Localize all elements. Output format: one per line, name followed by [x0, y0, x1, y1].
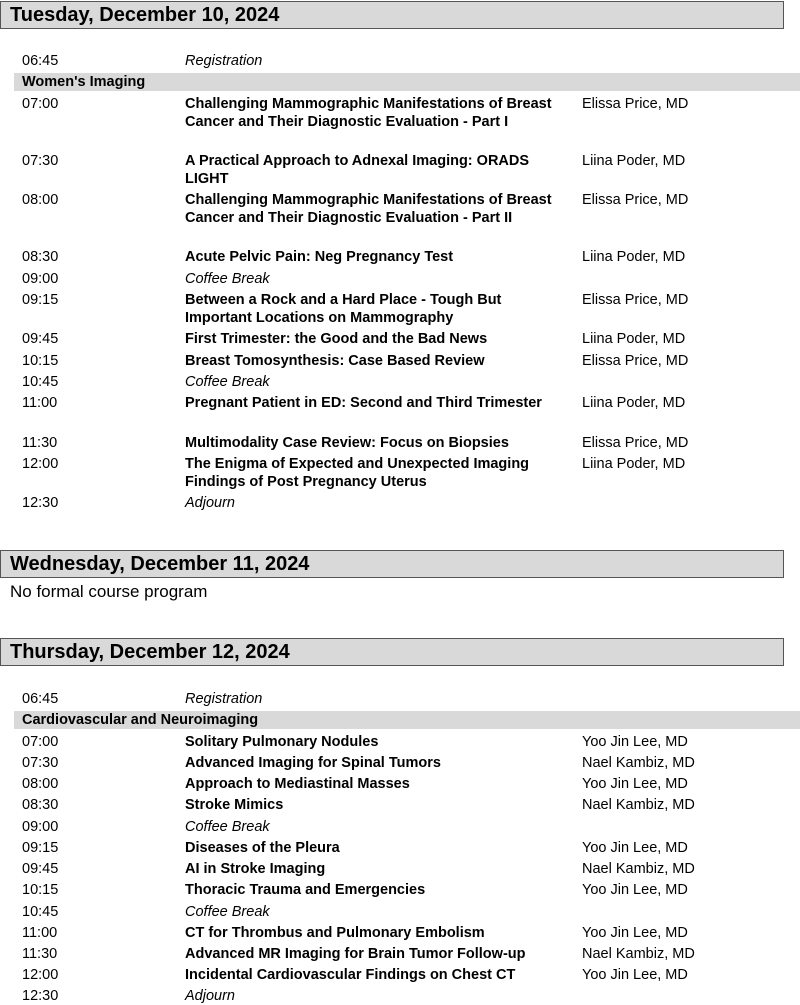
- time-cell: 11:00: [22, 925, 58, 941]
- day-header-thursday: Thursday, December 12, 2024: [0, 638, 784, 666]
- session-title: AI in Stroke Imaging: [185, 861, 326, 877]
- session-title: Challenging Mammographic Manifestations of Breast Cancer and Their Diagnostic Evaluation - Part I: [185, 96, 552, 130]
- speaker-name: Nael Kambiz, MD: [582, 861, 695, 877]
- session-title: Challenging Mammographic Manifestations of Breast Cancer and Their Diagnostic Evaluation - Part II: [185, 192, 552, 226]
- session-title: CT for Thrombus and Pulmonary Embolism: [185, 925, 485, 941]
- session-title: Thoracic Trauma and Emergencies: [185, 882, 426, 898]
- time-cell: 09:00: [22, 271, 59, 287]
- time-cell: 12:30: [22, 988, 59, 1004]
- time-cell: 12:00: [22, 456, 59, 472]
- session-title: Coffee Break: [185, 374, 270, 390]
- session-title: Stroke Mimics: [185, 797, 284, 813]
- section-header-cardio-neuro: Cardiovascular and Neuroimaging: [14, 711, 800, 729]
- speaker-name: Nael Kambiz, MD: [582, 755, 695, 771]
- speaker-name: Elissa Price, MD: [582, 353, 689, 369]
- time-cell: 09:15: [22, 292, 59, 308]
- session-title: Adjourn: [185, 988, 235, 1004]
- time-cell: 12:00: [22, 967, 59, 983]
- time-cell: 10:15: [22, 353, 59, 369]
- time-cell: 07:00: [22, 96, 59, 112]
- time-cell: 06:45: [22, 691, 59, 707]
- time-cell: 07:30: [22, 755, 59, 771]
- session-title: Coffee Break: [185, 271, 270, 287]
- session-title: Diseases of the Pleura: [185, 840, 340, 856]
- time-cell: 08:30: [22, 249, 59, 265]
- time-cell: 10:15: [22, 882, 59, 898]
- session-title: First Trimester: the Good and the Bad News: [185, 331, 488, 347]
- speaker-name: Elissa Price, MD: [582, 435, 689, 451]
- session-title: Between a Rock and a Hard Place - Tough But Important Locations on Mammography: [185, 292, 502, 326]
- time-cell: 11:00: [22, 395, 58, 411]
- time-cell: 11:30: [22, 435, 58, 451]
- speaker-name: Liina Poder, MD: [582, 153, 686, 169]
- speaker-name: Yoo Jin Lee, MD: [582, 734, 688, 750]
- session-title: Adjourn: [185, 495, 235, 511]
- speaker-name: Liina Poder, MD: [582, 456, 686, 472]
- day-header-wednesday: Wednesday, December 11, 2024: [0, 550, 784, 578]
- time-cell: 10:45: [22, 904, 59, 920]
- speaker-name: Nael Kambiz, MD: [582, 797, 695, 813]
- session-title: Registration: [185, 691, 263, 707]
- no-program-note: No formal course program: [10, 582, 208, 601]
- time-cell: 09:00: [22, 819, 59, 835]
- time-cell: 11:30: [22, 946, 58, 962]
- time-cell: 07:00: [22, 734, 59, 750]
- time-cell: 12:30: [22, 495, 59, 511]
- speaker-name: Yoo Jin Lee, MD: [582, 925, 688, 941]
- session-title: Advanced MR Imaging for Brain Tumor Follow-up: [185, 946, 526, 962]
- speaker-name: Yoo Jin Lee, MD: [582, 967, 688, 983]
- speaker-name: Elissa Price, MD: [582, 192, 689, 208]
- session-title: Registration: [185, 53, 263, 69]
- time-cell: 09:45: [22, 861, 59, 877]
- session-title: Acute Pelvic Pain: Neg Pregnancy Test: [185, 249, 454, 265]
- speaker-name: Liina Poder, MD: [582, 395, 686, 411]
- session-title: Multimodality Case Review: Focus on Biopsies: [185, 435, 509, 451]
- section-header-womens-imaging: Women's Imaging: [14, 73, 800, 91]
- time-cell: 08:00: [22, 192, 59, 208]
- session-title: Advanced Imaging for Spinal Tumors: [185, 755, 441, 771]
- session-title: The Enigma of Expected and Unexpected Imaging Findings of Post Pregnancy Uterus: [185, 456, 530, 490]
- speaker-name: Elissa Price, MD: [582, 96, 689, 112]
- day-header-tuesday: Tuesday, December 10, 2024: [0, 1, 784, 29]
- session-title: Incidental Cardiovascular Findings on Chest CT: [185, 967, 516, 983]
- time-cell: 07:30: [22, 153, 59, 169]
- time-cell: 10:45: [22, 374, 59, 390]
- session-title: A Practical Approach to Adnexal Imaging: ORADS LIGHT: [185, 153, 530, 187]
- speaker-name: Liina Poder, MD: [582, 249, 686, 265]
- time-cell: 09:15: [22, 840, 59, 856]
- speaker-name: Nael Kambiz, MD: [582, 946, 695, 962]
- session-title: Breast Tomosynthesis: Case Based Review: [185, 353, 485, 369]
- session-title: Coffee Break: [185, 819, 270, 835]
- speaker-name: Yoo Jin Lee, MD: [582, 840, 688, 856]
- session-title: Pregnant Patient in ED: Second and Third Trimester: [185, 395, 542, 411]
- time-cell: 06:45: [22, 53, 59, 69]
- session-title: Solitary Pulmonary Nodules: [185, 734, 379, 750]
- session-title: Approach to Mediastinal Masses: [185, 776, 410, 792]
- session-title: Coffee Break: [185, 904, 270, 920]
- speaker-name: Yoo Jin Lee, MD: [582, 882, 688, 898]
- time-cell: 09:45: [22, 331, 59, 347]
- speaker-name: Yoo Jin Lee, MD: [582, 776, 688, 792]
- time-cell: 08:30: [22, 797, 59, 813]
- time-cell: 08:00: [22, 776, 59, 792]
- speaker-name: Liina Poder, MD: [582, 331, 686, 347]
- speaker-name: Elissa Price, MD: [582, 292, 689, 308]
